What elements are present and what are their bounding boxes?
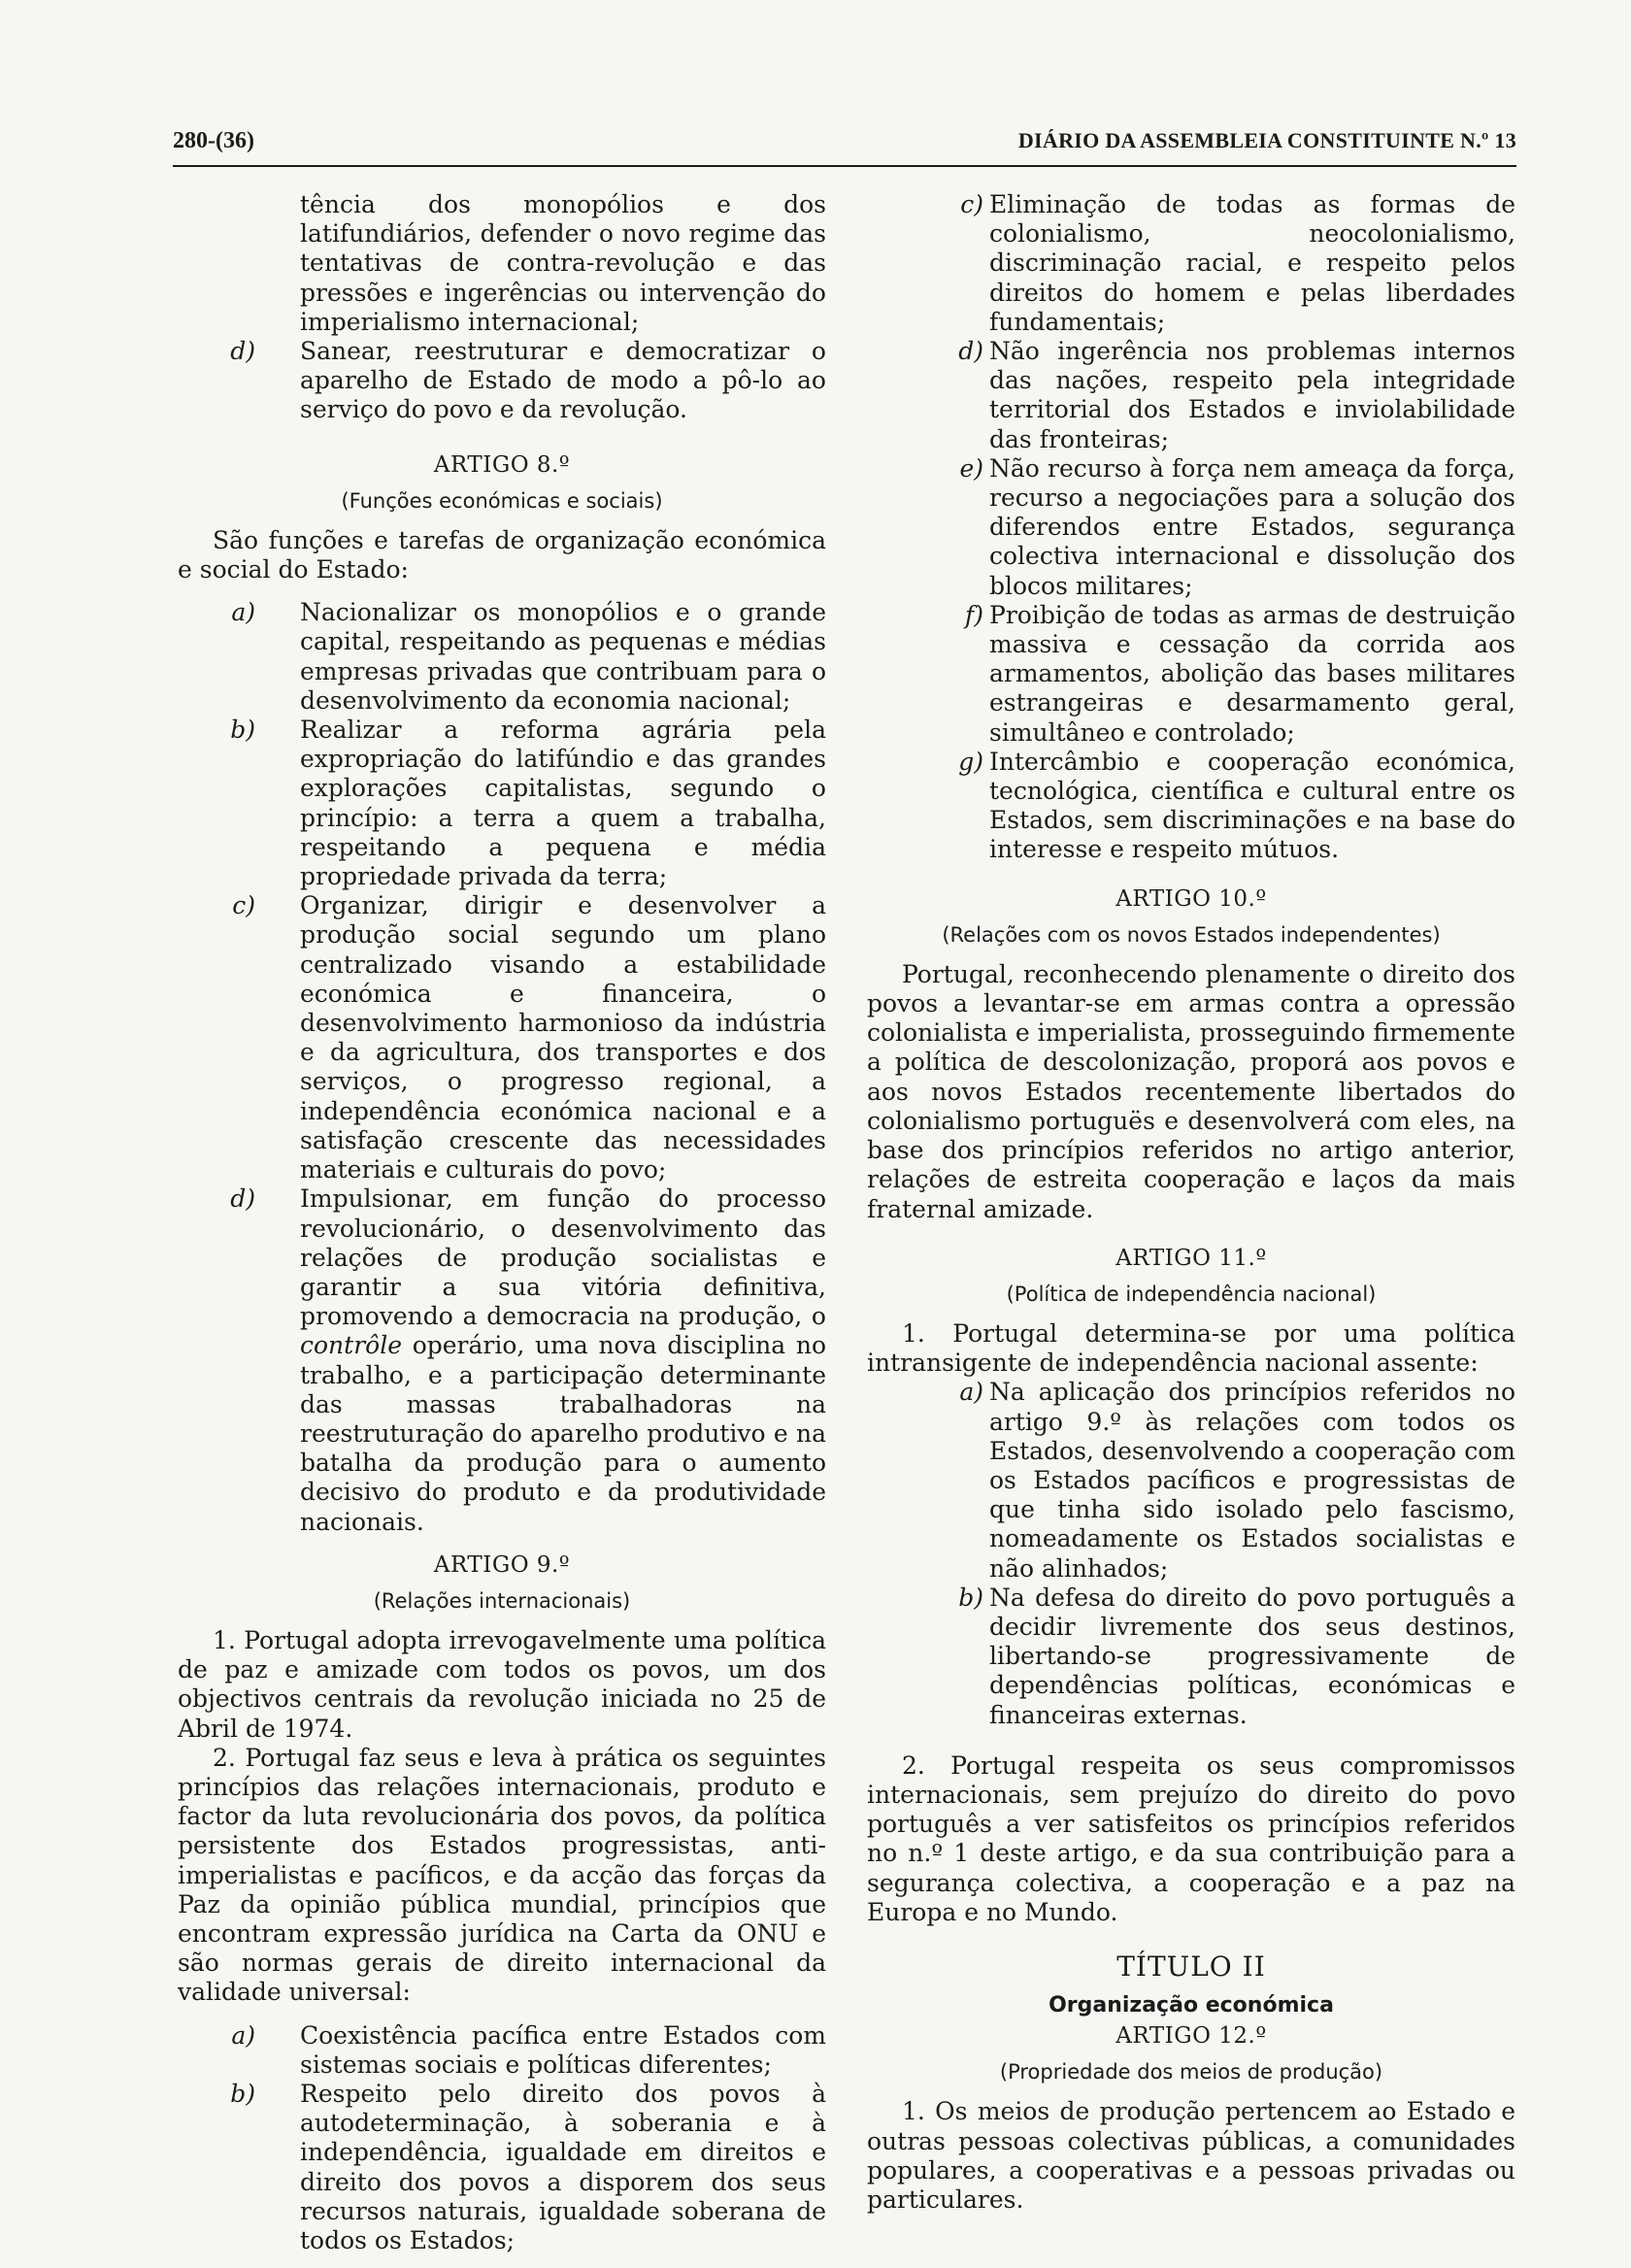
list-item [867,337,1515,454]
title-heading: TÍTULO II [1116,1950,1266,1983]
article-9-heading: ARTIGO 9.º [433,1551,571,1578]
list-item [178,891,826,1184]
page-header [173,124,1516,167]
item-marker: b) [958,1583,983,1612]
item-marker: a) [231,2020,255,2050]
article-8-subtitle: (Funções económicas e sociais) [341,488,663,513]
list-item [178,1184,826,1536]
list-item [867,190,1515,337]
section-heading: Organização económica [1048,1993,1334,2018]
list-item [178,598,826,716]
article-12-subtitle: (Propriedade dos meios de produção) [999,2060,1383,2085]
item-marker: d) [958,337,983,366]
article-10-subtitle: (Relações com os novos Estados independentes) [942,922,1441,947]
item-text: Não recurso à força nem ameaça da força, recurso a negociações para a solução dos diferendos entre Estados, segurança colectiva internacional e dissolução dos blocos militares; [989,453,1515,600]
item-marker: d) [230,1184,255,1214]
left-column [178,190,826,2255]
article-9-paragraph-1: 1. Portugal adopta irrevogavelmente uma política de paz e amizade com todos os povos, um dos objectivos centrais da revolução iniciada no 25 de Abril de 1974. [178,1625,826,1743]
list-item [867,1378,1515,1583]
item-text: Nacionalizar os monopólios e o grande capital, respeitando as pequenas e médias empresas privadas que contribuam para o desenvolvimento da economia nacional; [300,598,826,715]
item-marker: b) [230,2079,255,2108]
list-item [178,716,826,891]
item-text: Eliminação de todas as formas de colonialismo, neocolonialismo, discriminação racial, e respeito pelos direitos do homem e pelas liberdades fundamentais; [989,190,1515,336]
item-text: Intercâmbio e cooperação económica, tecnológica, científica e cultural entre os Estados, sem discriminações e na base do interesse e respeito mútuos. [989,747,1515,864]
item-marker: g) [958,747,983,776]
item-text: Na defesa do direito do povo português a decidir livremente dos seus destinos, libertando-se progressivamente de dependências políticas, económicas e financeiras externas. [989,1583,1515,1729]
continuation-text: tência dos monopólios e dos latifundiários, defender o novo regime das tentativas de contra-revolução e das pressões e ingerências ou intervenção do imperialismo internacional; [300,190,826,336]
item-marker: b) [230,716,255,745]
item-marker: c) [960,190,983,218]
article-12-heading: ARTIGO 12.º [1115,2023,1267,2050]
article-9-paragraph-2: 2. Portugal faz seus e leva à prática os seguintes princípios das relações internacionais, produto e factor da luta revolucionária dos povos, da política persistente dos Estados progressistas, anti-imperialistas e pacíficos, e da acção das forças da Paz da opinião pública mundial, princípios que encontram expressão jurídica na Carta da ONU e são normas gerais de direito internacional da validade universal: [178,1743,826,2007]
list-item [178,337,826,425]
item-text: Sanear, reestruturar e democratizar o aparelho de Estado de modo a pô-lo ao serviço do povo e da revolução. [300,337,826,424]
item-marker: c) [232,891,255,920]
list-item [867,748,1515,865]
article-12-paragraph: 1. Os meios de produção pertencem ao Estado e outras pessoas colectivas públicas, a comunidades populares, a cooperativas e a pessoas privadas ou particulares. [867,2097,1515,2214]
item-text: Realizar a reforma agrária pela expropriação do latifúndio e das grandes explorações capitalistas, segundo o princípio: a terra a quem a trabalha, respeitando a pequena e média propriedade privada da terra; [300,716,826,891]
article-11-heading: ARTIGO 11.º [1115,1245,1267,1271]
right-column [867,190,1515,2215]
item-text: Coexistência pacífica entre Estados com sistemas sociais e políticas diferentes; [300,2020,826,2079]
item-marker: d) [230,337,255,366]
article-11-paragraph-1: 1. Portugal determina-se por uma política intransigente de independência nacional assente: [867,1318,1515,1378]
item-marker: a) [959,1378,983,1407]
list-item [867,601,1515,748]
item-text: Organizar, dirigir e desenvolver a produção social segundo um plano centralizado visando a estabilidade económica e financeira, o desenvolvimento harmonioso da indústria e da agricultura, dos transportes e dos serviços, o progresso regional, a independência económica nacional e a satisfação crescente das necessidades materiais e culturais do povo; [300,891,826,1184]
item-text: Proibição de todas as armas de destruição massiva e cessação da corrida aos armamentos, abolição das bases militares estrangeiras e desarmamento geral, simultâneo e controlado; [989,600,1515,747]
article-10-heading: ARTIGO 10.º [1115,885,1267,912]
item-marker: e) [959,453,983,483]
item-text: Na aplicação dos princípios referidos no artigo 9.º às relações com todos os Estados, desenvolvendo a cooperação com os Estados pacíficos e progressistas de que tinha sido isolado pelo fascismo, nomeadamente os Estados socialistas e não alinhados; [989,1378,1515,1583]
item-marker: f) [964,600,983,629]
item-text-part: Impulsionar, em função do processo revolucionário, o desenvolvimento das relações de produção socialistas e garantir a sua vitória definitiva, promovendo a democracia na produção, o [300,1184,826,1331]
article-8-heading: ARTIGO 8.º [433,451,571,478]
item-marker: a) [231,598,255,627]
page-number: 280-(36) [173,128,254,153]
list-item [178,2080,826,2255]
item-text: Não ingerência nos problemas internos das nações, respeito pela integridade territorial dos Estados e inviolabilidade das fronteiras; [989,337,1515,453]
article-11-paragraph-2: 2. Portugal respeita os seus compromissos internacionais, sem prejuízo do direito do povo português a ver satisfeitos os princípios referidos no n.º 1 deste artigo, e da sua contribuição para a segurança colectiva, a cooperação e a paz na Europa e no Mundo. [867,1751,1515,1926]
item-text-part: operário, uma nova disciplina no trabalho, e a participação determinante das massas trabalhadoras na reestruturação do aparelho produtivo e na batalha da produção para o aumento decisivo do produto e da produtividade nacionais. [300,1331,826,1536]
journal-title: DIÁRIO DA ASSEMBLEIA CONSTITUINTE N.º 13 [1017,128,1516,152]
list-item [867,454,1515,601]
list-item [867,1584,1515,1730]
item-text: Respeito pelo direito dos povos à autodeterminação, à soberania e à independência, igualdade em direitos e direito dos povos a disporem dos seus recursos naturais, igualdade soberana de todos os Estados; [300,2079,826,2254]
article-9-subtitle: (Relações internacionais) [373,1588,631,1613]
article-10-paragraph: Portugal, reconhecendo plenamente o direito dos povos a levantar-se em armas contra a opressão colonialista e imperialista, prosseguindo firmemente a política de descolonização, proporá aos povos e aos novos Estados recentemente libertados do colonialismo portuguës e desenvolverá com eles, na base dos princípios referidos no artigo anterior, relações de estreita cooperação e laços da mais fraternal amizade. [867,959,1515,1223]
article-8-intro: São funções e tarefas de organização económica e social do Estado: [178,525,826,584]
list-item [178,2021,826,2080]
article-11-subtitle: (Política de independência nacional) [1006,1282,1377,1306]
item-text [300,1184,826,1535]
item-text-emphasis: contrôle [300,1331,402,1360]
